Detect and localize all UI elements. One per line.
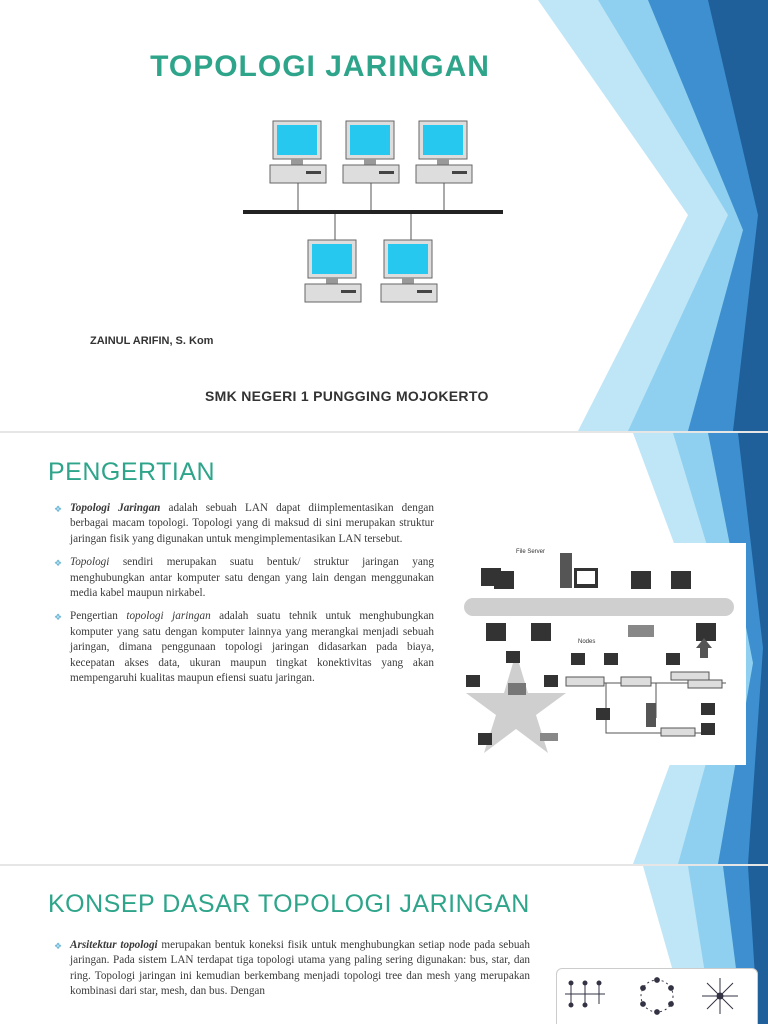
file-server-label: File Server: [516, 549, 546, 555]
bullet-icon: ❖: [54, 558, 63, 569]
slide-title: [0, 0, 768, 431]
nodes-label: Nodes: [578, 639, 596, 645]
computer-icon: [381, 240, 437, 302]
author-name: ZAINUL ARIFIN, S. Kom: [90, 335, 214, 347]
computer-icon: [343, 121, 399, 183]
topology-icons-image: [556, 968, 758, 1024]
bus-topology-icon: [565, 981, 605, 1007]
computer-icon: [416, 121, 472, 183]
bullet-list: [52, 938, 530, 1008]
bus-topology-diagram: [240, 118, 505, 313]
slide-title-text: TOPOLOGI JARINGAN: [150, 50, 490, 83]
bullet-list: [52, 501, 434, 694]
bullet-item: ❖ Arsitektur topologi merupakan bentuk koneksi fisik untuk menghubungkan setiap node pada sebuah jaringan. Pada sistem LAN terdapat tiga topologi utama yang paling sering digunakan: bus, star, dan ring. Topologi jaringan ini kemudian berkembang menjadi topologi tree dan mesh yang merupakan kombinasi dari star, mesh, dan bus. Dengan: [54, 939, 530, 998]
slide-pengertian: [0, 433, 768, 864]
school-name: SMK NEGERI 1 PUNGGING MOJOKERTO: [205, 388, 489, 404]
computer-icon: [305, 240, 361, 302]
bullet-item: ❖ Pengertian topologi jaringan adalah suatu tehnik untuk menghubungkan komputer yang satu dengan komputer lainnya yang merangkai menjadi sebuah jaringan, dimana penggunaan topologi jaringan didasarkan pada biaya, kecepatan akses data, ukuran maupun tingkat konektivitas yang akan mempengaruhi kualitas maupun efiensi suatu jaringan.: [54, 610, 435, 685]
ring-topology-icon: [641, 978, 674, 1015]
computer-icon: [270, 121, 326, 183]
bullet-icon: ❖: [54, 941, 63, 951]
bullet-item: ❖ Topologi Jaringan adalah sebuah LAN dapat diimplementasikan dengan berbagai macam topologi. Topologi yang di maksud di sini merupakan struktur jaringan fisik yang digunakan untuk mengimplementasikan LAN tersebut.: [54, 502, 434, 545]
section-title: KONSEP DASAR TOPOLOGI JARINGAN: [48, 890, 530, 918]
slide-konsep-dasar: [0, 866, 768, 1024]
bullet-icon: ❖: [54, 612, 63, 623]
bus-cable: [243, 210, 503, 214]
bullet-item: ❖ Topologi sendiri merupakan suatu bentuk/ struktur jaringan yang menghubungkan antar komputer satu dengan yang lain dengan menggunakan media kabel maupun nirkabel.: [54, 556, 434, 600]
bullet-icon: ❖: [54, 504, 63, 514]
section-title: PENGERTIAN: [48, 458, 216, 486]
star-topology-icon: [702, 978, 738, 1014]
network-diagrams-image: [456, 543, 746, 765]
